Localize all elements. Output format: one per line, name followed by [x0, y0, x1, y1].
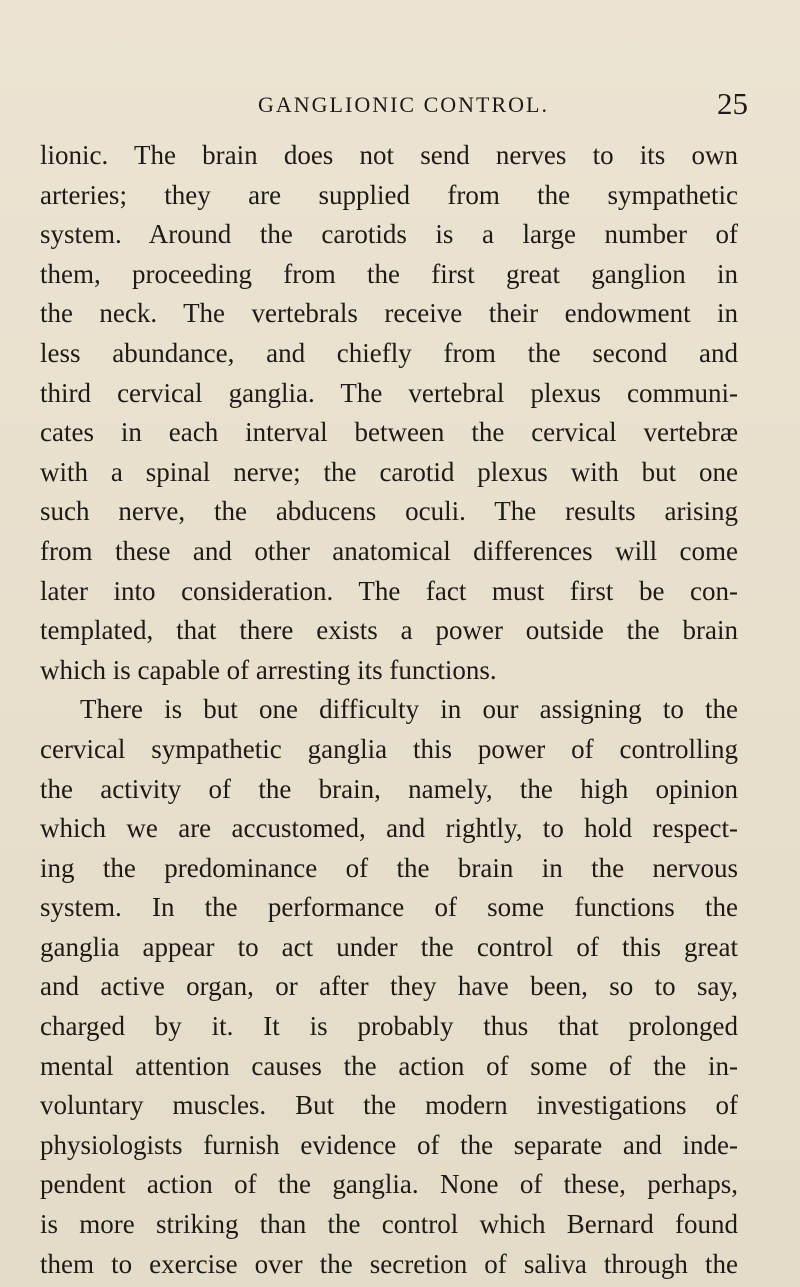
- running-head: [50, 86, 750, 126]
- text-line: which is capable of arresting its functions.: [40, 654, 497, 685]
- text-line: cates in each interval between the cervical vertebræ: [40, 417, 738, 448]
- text-line: such nerve, the abducens oculi. The results arising: [40, 496, 738, 527]
- text-line: charged by it. It is probably thus that prolonged: [40, 1011, 738, 1042]
- text-line: from these and other anatomical differences will come: [40, 535, 738, 566]
- text-line: which we are accustomed, and rightly, to hold respect-: [40, 813, 738, 844]
- text-line: mental attention causes the action of some of the in-: [40, 1050, 738, 1081]
- text-line: them, proceeding from the first great ganglion in: [40, 258, 738, 289]
- text-line: system. Around the carotids is a large number of: [40, 219, 738, 250]
- text-line: arteries; they are supplied from the sympathetic: [40, 179, 738, 210]
- text-line: and active organ, or after they have been, so to say,: [40, 971, 738, 1002]
- text-line: is more striking than the control which Bernard found: [40, 1209, 738, 1240]
- text-line: pendent action of the ganglia. None of these, perhaps,: [40, 1169, 738, 1200]
- page-number: 25: [717, 86, 748, 121]
- text-line: system. In the performance of some functions the: [40, 892, 738, 923]
- text-line: with a spinal nerve; the carotid plexus with but one: [40, 456, 738, 487]
- text-line: less abundance, and chiefly from the second and: [40, 337, 738, 368]
- text-line: lionic. The brain does not send nerves to its own: [40, 140, 738, 170]
- text-line: the neck. The vertebrals receive their endowment in: [40, 298, 738, 329]
- body-text: [40, 136, 738, 1284]
- running-title: GANGLIONIC CONTROL.: [258, 92, 549, 117]
- text-line: physiologists furnish evidence of the separate and inde-: [40, 1129, 738, 1160]
- text-line: There is but one difficulty in our assigning to the: [80, 694, 738, 725]
- text-line: cervical sympathetic ganglia this power of controlling: [40, 733, 738, 764]
- text-line: ganglia appear to act under the control of this great: [40, 931, 738, 962]
- text-line: them to exercise over the secretion of saliva through the: [40, 1248, 738, 1279]
- text-line: voluntary muscles. But the modern investigations of: [40, 1090, 738, 1121]
- text-line: later into consideration. The fact must first be con-: [40, 575, 738, 606]
- text-line: ing the predominance of the brain in the nervous: [40, 852, 738, 883]
- text-line: templated, that there exists a power outside the brain: [40, 615, 738, 646]
- text-line: third cervical ganglia. The vertebral plexus communi-: [40, 377, 738, 408]
- text-line: the activity of the brain, namely, the high opinion: [40, 773, 738, 804]
